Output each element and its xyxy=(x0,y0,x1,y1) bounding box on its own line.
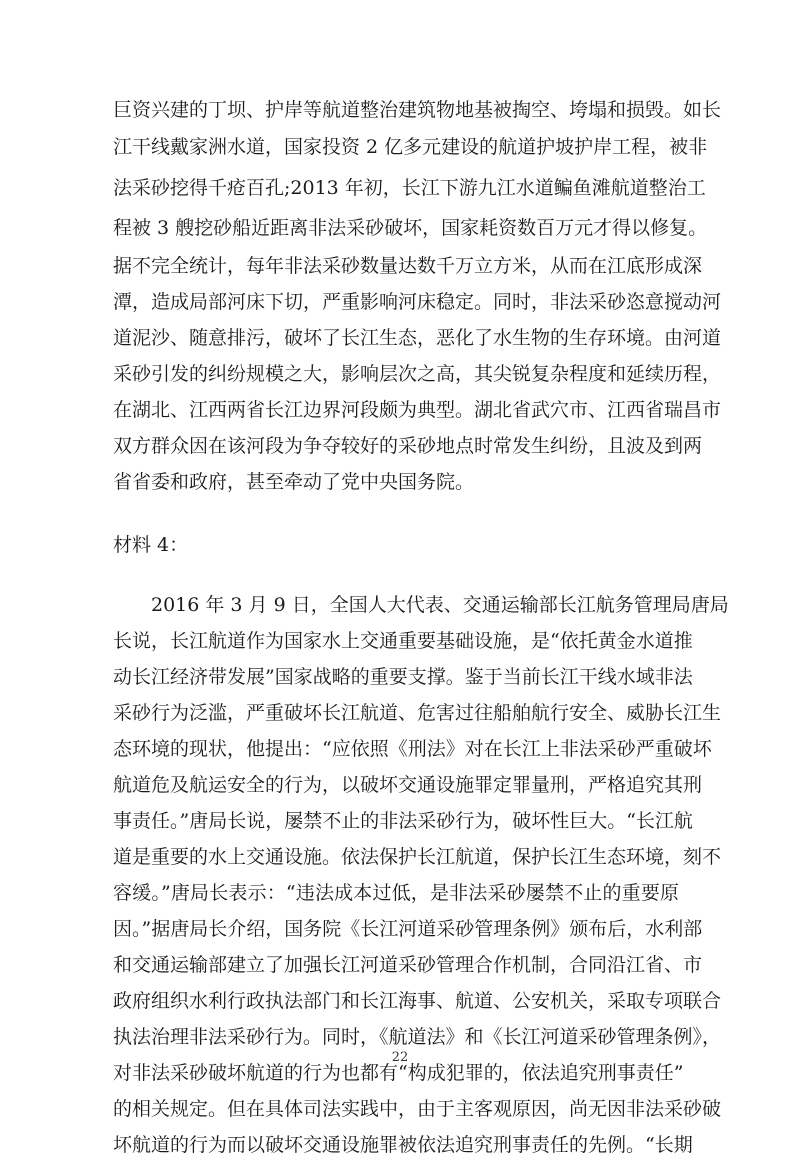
text-line: 事责任。”唐局长说，屡禁不止的非法采砂行为，破坏性巨大。“长江航 xyxy=(113,810,693,832)
text-line: 态环境的现状，他提出：“应依照《刑法》对在长江上非法采砂严重破坏 xyxy=(113,738,712,760)
paragraph-material-4 xyxy=(113,587,729,1163)
text-line: 采砂行为泛滥，严重破坏长江航道、危害过往船舶航行安全、威胁长江生 xyxy=(113,702,722,724)
text-line: 采砂引发的纠纷规模之大，影响层次之高，其尖锐复杂程度和延续历程， xyxy=(113,363,722,385)
text-line: 的相关规定。但在具体司法实践中，由于主客观原因，尚无因非法采砂破 xyxy=(113,1098,722,1120)
text-line: 航道危及航运安全的行为，以破坏交通设施罪定罪量刑，严格追究其刑 xyxy=(113,774,703,796)
text-line: 容缓。”唐局长表示：“违法成本过低，是非法采砂屡禁不止的重要原 xyxy=(113,882,679,904)
text-line: 执法治理非法采砂行为。同时，《航道法》和《长江河道采砂管理条例》， xyxy=(113,1026,722,1048)
text-line: 法采砂挖得千疮百孔;2013 年初，长江下游九江水道鳊鱼滩航道整治工 xyxy=(113,177,706,199)
text-line: 动长江经济带发展”国家战略的重要支撑。鉴于当前长江干线水域非法 xyxy=(113,666,693,688)
text-line: 坏航道的行为而以破坏交通设施罪被依法追究刑事责任的先例。“长期 xyxy=(113,1134,693,1156)
text-line: 政府组织水利行政执法部门和长江海事、航道、公安机关，采取专项联合 xyxy=(113,990,722,1012)
text-line: 道泥沙、随意排污，破坏了长江生态，恶化了水生物的生存环境。由河道 xyxy=(113,327,722,349)
text-line: 江干线戴家洲水道，国家投资 2 亿多元建设的航道护坡护岸工程，被非 xyxy=(113,136,708,158)
text-line: 对非法采砂破坏航道的行为也都有“构成犯罪的，依法追究刑事责任” xyxy=(113,1062,684,1084)
section-heading: 材料 4： xyxy=(113,534,189,556)
text-line: 潭，造成局部河床下切，严重影响河床稳定。同时，非法采砂恣意搅动河 xyxy=(113,291,722,313)
text-line: 2016 年 3 月 9 日，全国人大代表、交通运输部长江航务管理局唐局 xyxy=(151,594,729,616)
text-line: 省省委和政府，甚至牵动了党中央国务院。 xyxy=(113,471,475,493)
text-line: 长说，长江航道作为国家水上交通重要基础设施，是“依托黄金水道推 xyxy=(113,630,693,652)
paragraph-continued xyxy=(113,92,722,500)
document-body xyxy=(113,92,729,1163)
text-line: 在湖北、江西两省长江边界河段颇为典型。湖北省武穴市、江西省瑞昌市 xyxy=(113,399,722,421)
text-line: 巨资兴建的丁坝、护岸等航道整治建筑物地基被掏空、垮塌和损毁。如长 xyxy=(113,99,722,121)
page-number: 22 xyxy=(391,1050,409,1065)
text-line: 程被 3 艘挖砂船近距离非法采砂破坏，国家耗资数百万元才得以修复。 xyxy=(113,217,708,239)
text-line: 道是重要的水上交通设施。依法保护长江航道，保护长江生态环境，刻不 xyxy=(113,846,722,868)
text-line: 据不完全统计，每年非法采砂数量达数千万立方米，从而在江底形成深 xyxy=(113,255,703,277)
text-line: 因。”据唐局长介绍，国务院《长江河道采砂管理条例》颁布后，水利部 xyxy=(113,918,703,940)
text-line: 和交通运输部建立了加强长江河道采砂管理合作机制，合同沿江省、市 xyxy=(113,954,703,976)
text-line: 双方群众因在该河段为争夺较好的采砂地点时常发生纠纷，且波及到两 xyxy=(113,435,703,457)
